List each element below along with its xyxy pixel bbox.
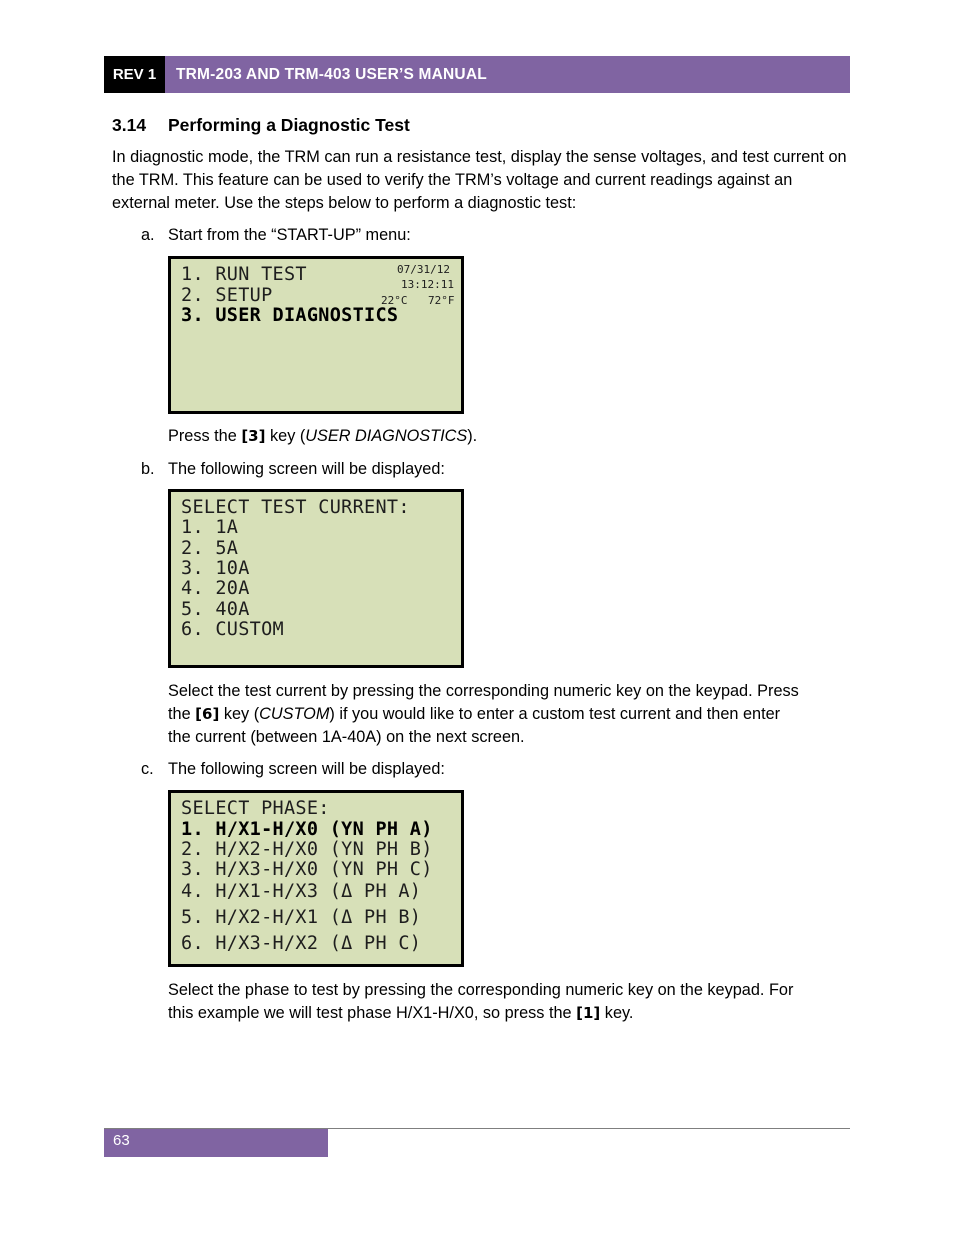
select-phase-screen xyxy=(168,790,464,967)
lcd-time: 13:12:11 xyxy=(401,278,454,291)
lcd-date: 07/31/12 xyxy=(397,263,450,276)
step-c-letter: c. xyxy=(141,760,154,778)
page-number: 63 xyxy=(113,1132,130,1149)
manual-title: TRM-203 AND TRM-403 USER’S MANUAL xyxy=(176,66,487,83)
step-c-instruction: Select the phase to test by pressing the corresponding numeric key on the keypad. For this example we will test phase H/X1-H/X0, so press the [1] key. xyxy=(168,981,794,1022)
step-a-instruction: Press the [3] key (USER DIAGNOSTICS). xyxy=(168,427,478,445)
lcd-line: 1. RUN TEST xyxy=(181,264,307,285)
lcd-line: 5. 40A xyxy=(181,599,250,620)
step-b-instruction: Select the test current by pressing the corresponding numeric key on the keypad. Press the [6] key (CUSTOM) if you would like to enter a custom test current and then enter the current (between 1A-40A) on the next screen. xyxy=(168,682,799,746)
key-label: [6] xyxy=(195,705,220,723)
lcd-line: SELECT PHASE: xyxy=(181,798,330,819)
lcd-line: 5. H/X2-H/X1 (Δ PH B) xyxy=(181,907,422,928)
lcd-line: 4. H/X1-H/X3 (Δ PH A) xyxy=(181,881,422,902)
step-a-text: Start from the “START-UP” menu: xyxy=(168,226,411,244)
lcd-line: 1. 1A xyxy=(181,517,239,538)
lcd-line: 3. 10A xyxy=(181,558,250,579)
lcd-line: 2. H/X2-H/X0 (YN PH B) xyxy=(181,839,433,860)
key-label: [1] xyxy=(576,1004,601,1022)
intro-paragraph: In diagnostic mode, the TRM can run a resistance test, display the sense voltages, and test current on the TRM. This feature can be used to verify the TRM’s voltage and current readings against an external meter. Use the steps below to perform a diagnostic test: xyxy=(112,148,847,212)
lcd-line: SELECT TEST CURRENT: xyxy=(181,497,410,518)
lcd-line: 2. SETUP xyxy=(181,285,273,306)
lcd-line: 4. 20A xyxy=(181,578,250,599)
section-title: Performing a Diagnostic Test xyxy=(168,115,410,135)
footer-page-bar xyxy=(104,1129,328,1157)
section-number: 3.14 xyxy=(112,115,147,135)
startup-menu-screen xyxy=(168,256,464,414)
section-heading xyxy=(112,115,410,136)
lcd-line: 3. H/X3-H/X0 (YN PH C) xyxy=(181,859,433,880)
lcd-line-selected: 3. USER DIAGNOSTICS xyxy=(181,305,399,326)
lcd-temp-c: 22°C xyxy=(381,294,408,307)
step-c-text: The following screen will be displayed: xyxy=(168,760,445,778)
revision-label: REV 1 xyxy=(104,56,165,93)
lcd-temp-f: 72°F xyxy=(428,294,455,307)
step-b-letter: b. xyxy=(141,460,155,478)
lcd-line-selected: 1. H/X1-H/X0 (YN PH A) xyxy=(181,819,433,840)
test-current-screen xyxy=(168,489,464,668)
step-b-text: The following screen will be displayed: xyxy=(168,460,445,478)
step-a-letter: a. xyxy=(141,226,155,244)
lcd-line: 6. H/X3-H/X2 (Δ PH C) xyxy=(181,933,422,954)
lcd-line: 2. 5A xyxy=(181,538,239,559)
header-bar xyxy=(104,56,850,93)
key-label: [3] xyxy=(241,427,266,445)
lcd-line: 6. CUSTOM xyxy=(181,619,284,640)
